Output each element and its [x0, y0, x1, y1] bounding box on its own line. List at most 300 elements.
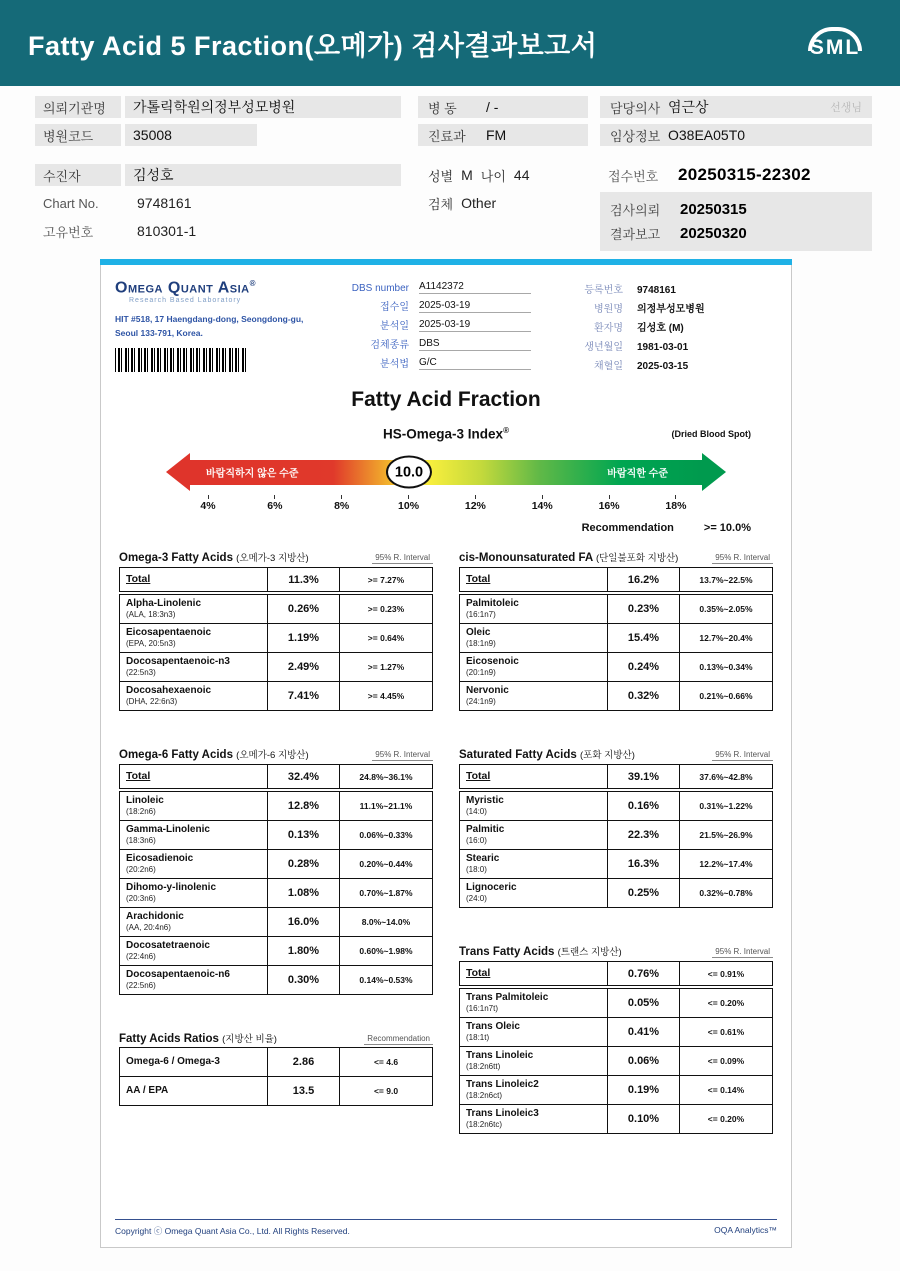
lab-field-row — [337, 298, 531, 313]
result-value-cell: 2.86 — [268, 1048, 340, 1076]
field-label: 접수일 — [380, 302, 409, 313]
fatty-acid-name: Palmitic — [466, 824, 505, 836]
table-row — [119, 907, 433, 937]
reference-interval-cell: <= 4.6 — [373, 1057, 399, 1067]
table-row — [459, 764, 773, 789]
reference-interval-cell: 0.20%~0.44% — [359, 859, 413, 869]
reference-interval-cell: <= 9.0 — [373, 1086, 399, 1096]
fatty-acid-name: Trans Linoleic — [466, 1050, 534, 1062]
table-note: 95% R. Interval — [712, 947, 773, 958]
ward-row — [418, 96, 588, 118]
tick-label: 4% — [200, 500, 216, 512]
row-name-cell — [460, 1047, 608, 1075]
tick-label: 12% — [464, 500, 486, 512]
table-omega6 — [119, 747, 433, 995]
field-value: 9748161 — [637, 285, 676, 296]
omega3-index-gauge — [166, 452, 726, 512]
result-value-cell: 0.06% — [608, 1047, 680, 1075]
fatty-acid-name: Docosahexaenoic — [126, 685, 212, 697]
fatty-acid-code: (22:4n6) — [126, 952, 156, 962]
table-trans — [459, 944, 773, 1134]
row-name-cell — [460, 682, 608, 710]
result-value-cell: 15.4% — [608, 624, 680, 652]
table-row — [459, 594, 773, 624]
fatty-acid-code: (24:1n9) — [466, 697, 496, 707]
result-value-cell: 32.4% — [268, 765, 340, 788]
table-row — [119, 567, 433, 592]
row-name-cell — [120, 624, 268, 652]
fatty-acid-name: Arachidonic — [126, 911, 184, 923]
index-note: (Dried Blood Spot) — [671, 429, 751, 439]
page-title: Fatty Acid 5 Fraction(오메가) 검사결과보고서 — [28, 30, 598, 61]
gauge-axis — [200, 495, 687, 512]
table-note: 95% R. Interval — [372, 750, 433, 761]
reference-interval-cell: <= 0.91% — [707, 968, 745, 979]
row-name-cell — [120, 850, 268, 878]
reference-interval-cell: 0.31%~1.22% — [699, 801, 753, 811]
tick-label: 18% — [665, 500, 687, 512]
lab-field-row — [567, 357, 767, 372]
reference-interval-cell: >= 0.23% — [367, 604, 405, 614]
department-box — [418, 124, 588, 146]
fatty-acid-name: Total — [466, 770, 491, 783]
index-title-text: HS-Omega-3 Index — [383, 426, 504, 442]
report-date-value: 20250320 — [680, 224, 747, 242]
row-name-cell — [460, 792, 608, 820]
clinical-info-row — [600, 124, 872, 146]
patient-label: 수진자 — [35, 164, 121, 186]
field-value: A1142372 — [419, 281, 531, 294]
lab-field-row — [337, 355, 531, 370]
barcode — [115, 348, 247, 372]
field-value: 김성호 (M) — [637, 323, 684, 334]
doctor-row — [600, 96, 872, 118]
unique-no-row — [35, 220, 401, 242]
fatty-acid-code: (18:3n6) — [126, 836, 156, 846]
row-name-cell — [120, 908, 268, 936]
fatty-acid-name: Total — [466, 967, 491, 980]
lab-address — [115, 313, 337, 339]
tick-mark — [208, 495, 209, 499]
row-name-cell — [120, 568, 268, 591]
row-name-cell — [460, 653, 608, 681]
field-label: 검체종류 — [370, 340, 409, 351]
lab-logo-text — [115, 279, 337, 297]
result-value-cell: 1.08% — [268, 879, 340, 907]
reference-interval-cell: <= 0.20% — [707, 998, 745, 1008]
tick-mark — [341, 495, 342, 499]
org-label: 의뢰기관명 — [35, 96, 121, 118]
table-subtitle: (오메가-6 지방산) — [236, 750, 309, 761]
doctor-label: 담당의사 — [610, 100, 661, 116]
result-value-cell: 12.8% — [268, 792, 340, 820]
tick-mark — [542, 495, 543, 499]
row-name-cell — [460, 821, 608, 849]
row-name-cell — [120, 937, 268, 965]
report-title: Fatty Acid Fraction — [351, 388, 541, 411]
fatty-acid-name: Trans Oleic — [466, 1021, 520, 1033]
fatty-acid-code: (24:0) — [466, 894, 487, 904]
fatty-acid-name: Total — [466, 573, 491, 586]
reference-interval-cell: 24.8%~36.1% — [359, 771, 413, 782]
lab-field-row — [567, 281, 767, 296]
result-value-cell: 16.2% — [608, 568, 680, 591]
table-row — [119, 936, 433, 966]
receipt-no-value: 20250315-22302 — [678, 165, 811, 184]
table-row — [459, 878, 773, 908]
tables-right-column — [459, 550, 773, 1170]
table-header — [459, 550, 773, 564]
field-label: 환자명 — [594, 323, 623, 334]
reference-interval-cell: >= 7.27% — [367, 574, 405, 585]
result-value-cell: 13.5 — [268, 1077, 340, 1105]
table-row — [459, 961, 773, 986]
table-title: Saturated Fatty Acids (포화 지방산) — [459, 749, 635, 761]
result-value-cell: 0.30% — [268, 966, 340, 994]
reference-interval-cell: <= 0.20% — [707, 1114, 745, 1124]
table-body — [119, 764, 433, 995]
row-name-cell — [120, 1048, 268, 1076]
gauge-arrow — [166, 452, 726, 492]
field-value: 의정부성모병원 — [637, 304, 705, 315]
reference-interval-cell: 13.7%~22.5% — [699, 574, 753, 585]
table-row — [119, 878, 433, 908]
copyright-text: Copyright ⓒ Omega Quant Asia Co., Ltd. All Rights Reserved. — [115, 1226, 350, 1236]
chart-no-label: Chart No. — [43, 195, 99, 211]
lab-field-row — [337, 336, 531, 351]
table-ratios — [119, 1031, 433, 1106]
table-title: cis-Monounsaturated FA (단일불포화 지방산) — [459, 552, 679, 564]
reference-interval-cell: <= 0.09% — [707, 1056, 745, 1066]
doctor-box — [600, 96, 872, 118]
table-row — [459, 820, 773, 850]
result-value-cell: 0.26% — [268, 595, 340, 623]
result-value-cell: 39.1% — [608, 765, 680, 788]
table-row — [459, 567, 773, 592]
fatty-acid-code: (DHA, 22:6n3) — [126, 697, 178, 707]
field-value: G/C — [419, 357, 531, 370]
tables-left-column — [119, 550, 433, 1170]
result-value-cell: 0.32% — [608, 682, 680, 710]
field-label: 분석일 — [380, 321, 409, 332]
reference-interval-cell: 0.60%~1.98% — [359, 946, 413, 956]
chart-no-row — [35, 192, 401, 214]
fatty-acid-name: Omega-6 / Omega-3 — [126, 1056, 220, 1067]
table-subtitle: (트랜스 지방산) — [557, 947, 622, 958]
row-name-cell — [120, 821, 268, 849]
fatty-acid-code: (18:2n6tt) — [466, 1062, 501, 1072]
hospital-code-label: 병원코드 — [35, 124, 121, 146]
fatty-acid-code: (18:2n6tc) — [466, 1120, 503, 1130]
table-note: 95% R. Interval — [712, 750, 773, 761]
result-value-cell: 0.41% — [608, 1018, 680, 1046]
fatty-acid-code: (20:2n6) — [126, 865, 156, 875]
doctor-value: 염근상 — [668, 99, 709, 115]
clinical-info-value: O38EA05T0 — [668, 127, 746, 143]
fatty-acid-code: (16:1n7) — [466, 610, 496, 620]
field-label: 생년월일 — [584, 342, 623, 353]
table-subtitle: (단일불포화 지방산) — [595, 553, 679, 564]
table-title: Fatty Acids Ratios (지방산 비율) — [119, 1033, 277, 1045]
table-header — [459, 747, 773, 761]
info-column-left — [35, 96, 401, 248]
fatty-acid-name: Trans Linoleic3 — [466, 1108, 539, 1120]
reference-interval-cell: <= 0.61% — [707, 1027, 745, 1037]
table-row — [119, 681, 433, 711]
result-value-cell: 0.16% — [608, 792, 680, 820]
tick-label: 10% — [398, 500, 420, 512]
table-row — [459, 652, 773, 682]
arrow-right-tip-icon — [702, 453, 726, 491]
field-label: 등록번호 — [584, 285, 623, 296]
registered-mark: ® — [249, 279, 257, 288]
fatty-acid-name: Docosapentaenoic-n6 — [126, 969, 230, 981]
reference-interval-cell: 0.35%~2.05% — [699, 604, 753, 614]
tick-mark — [274, 495, 275, 499]
row-name-cell — [460, 989, 608, 1017]
table-body — [459, 567, 773, 711]
fatty-acid-name: Palmitoleic — [466, 598, 519, 610]
table-row — [459, 1104, 773, 1134]
fatty-acid-name: Lignoceric — [466, 882, 517, 894]
table-note: 95% R. Interval — [372, 553, 433, 564]
table-body — [459, 961, 773, 1134]
table-saturated — [459, 747, 773, 908]
fatty-acid-name: Linoleic — [126, 795, 164, 807]
lab-field-row — [567, 319, 767, 334]
table-header — [459, 944, 773, 958]
patient-value: 김성호 — [125, 164, 401, 186]
spacer — [35, 152, 401, 164]
row-name-cell — [460, 1018, 608, 1046]
table-row — [459, 1046, 773, 1076]
fatty-acid-name: Total — [126, 770, 151, 783]
table-body — [459, 764, 773, 908]
table-row — [459, 681, 773, 711]
table-monounsaturated — [459, 550, 773, 711]
sex-age-row — [418, 164, 588, 186]
receipt-no-label: 접수번호 — [608, 168, 659, 184]
table-subtitle: (오메가-3 지방산) — [236, 553, 309, 564]
receipt-no-row — [600, 164, 872, 186]
unique-no-label: 고유번호 — [43, 224, 94, 240]
lab-fields-center — [337, 279, 531, 376]
report-date-row — [610, 223, 862, 243]
table-row — [119, 1076, 433, 1106]
row-name-cell — [460, 765, 608, 788]
info-column-middle — [418, 96, 588, 220]
chart-no-value: 9748161 — [137, 195, 192, 211]
tick-label: 8% — [334, 500, 350, 512]
request-date-label: 검사의뢰 — [610, 202, 661, 218]
field-value: 2025-03-19 — [419, 319, 531, 332]
age-value: 44 — [513, 167, 530, 183]
row-name-cell — [460, 879, 608, 907]
table-row — [459, 849, 773, 879]
result-value-cell: 0.19% — [608, 1076, 680, 1104]
ward-label: 병 동 — [428, 100, 457, 116]
table-header — [119, 747, 433, 761]
specimen-label: 검체 — [428, 196, 454, 212]
row-name-cell — [120, 765, 268, 788]
tick-mark — [475, 495, 476, 499]
reference-interval-cell: 12.7%~20.4% — [699, 633, 753, 643]
lab-field-row — [337, 317, 531, 332]
field-value: 1981-03-01 — [637, 342, 689, 353]
fatty-acid-name: Oleic — [466, 627, 491, 639]
row-name-cell — [460, 850, 608, 878]
table-row — [119, 791, 433, 821]
fatty-acid-name: Myristic — [466, 795, 504, 807]
recommendation-value: >= 10.0% — [703, 522, 751, 534]
reference-interval-cell: 0.13%~0.34% — [699, 662, 753, 672]
table-body — [119, 1047, 433, 1106]
result-value-cell: 16.3% — [608, 850, 680, 878]
table-body — [119, 567, 433, 711]
hospital-code-value: 35008 — [125, 124, 257, 146]
table-row — [119, 764, 433, 789]
spacer — [600, 152, 872, 164]
reference-interval-cell: 0.14%~0.53% — [359, 975, 413, 985]
table-header — [119, 550, 433, 564]
fatty-acid-code: (20:3n6) — [126, 894, 156, 904]
row-name-cell — [120, 1077, 268, 1105]
fatty-acid-code: (AA, 20:4n6) — [126, 923, 171, 933]
row-name-cell — [120, 595, 268, 623]
lab-brand — [115, 279, 337, 376]
table-row — [459, 791, 773, 821]
department-value: FM — [486, 127, 507, 143]
result-value-cell: 1.19% — [268, 624, 340, 652]
lab-address-line2: Seoul 133-791, Korea. — [115, 327, 203, 338]
row-name-cell — [460, 1105, 608, 1133]
table-subtitle: (포화 지방산) — [580, 750, 635, 761]
tick-label: 16% — [598, 500, 620, 512]
report-footer — [115, 1219, 777, 1237]
fatty-acid-name: Total — [126, 573, 151, 586]
fatty-acid-name: Nervonic — [466, 685, 509, 697]
fatty-acid-code: (18:2n6) — [126, 807, 156, 817]
row-name-cell — [120, 879, 268, 907]
doctor-suffix: 선생님 — [830, 102, 862, 114]
reference-interval-cell: 11.1%~21.1% — [359, 801, 413, 811]
fatty-acid-name: Dihomo-y-linolenic — [126, 882, 216, 894]
fatty-acid-code: (20:1n9) — [466, 668, 496, 678]
table-row — [459, 1075, 773, 1105]
spacer — [418, 152, 588, 164]
result-value-cell: 16.0% — [268, 908, 340, 936]
fatty-acid-code: (16:0) — [466, 836, 487, 846]
registered-mark: ® — [503, 426, 509, 435]
table-row — [119, 820, 433, 850]
fatty-acid-code: (22:5n3) — [126, 668, 156, 678]
field-label: 병원명 — [594, 304, 623, 315]
lab-header — [115, 279, 777, 376]
table-row — [119, 1047, 433, 1077]
field-value: 2025-03-19 — [419, 300, 531, 313]
ward-box — [418, 96, 588, 118]
header-bar — [0, 0, 900, 86]
tick-mark — [675, 495, 676, 499]
fatty-acid-code: (18:2n6ct) — [466, 1091, 503, 1101]
tick-mark — [408, 495, 409, 499]
result-tables — [115, 550, 777, 1170]
result-value-cell: 2.49% — [268, 653, 340, 681]
department-label: 진료과 — [428, 128, 466, 144]
analytics-brand: OQA Analytics™ — [714, 1225, 777, 1235]
age-label: 나이 — [480, 168, 506, 184]
row-name-cell — [460, 962, 608, 985]
fatty-acid-name: Eicosadienoic — [126, 853, 194, 865]
sex-value: M — [461, 167, 473, 183]
reference-interval-cell: 0.06%~0.33% — [359, 830, 413, 840]
table-row — [119, 594, 433, 624]
fatty-acid-name: Docosapentaenoic-n3 — [126, 656, 230, 668]
lab-field-row — [567, 338, 767, 353]
fatty-acid-code: (EPA, 20:5n3) — [126, 639, 176, 649]
index-title-row — [115, 426, 777, 444]
fatty-acid-code: (14:0) — [466, 807, 487, 817]
reference-interval-cell: 0.70%~1.87% — [359, 888, 413, 898]
fatty-acid-name: Eicosapentaenoic — [126, 627, 212, 639]
clinical-info-label: 임상정보 — [610, 128, 661, 144]
ward-value: / - — [486, 99, 499, 115]
table-subtitle: (지방산 비율) — [222, 1034, 277, 1045]
hospital-code-row — [35, 124, 401, 146]
result-value-cell: 0.05% — [608, 989, 680, 1017]
row-name-cell — [460, 624, 608, 652]
result-value-cell: 7.41% — [268, 682, 340, 710]
lab-address-line1: HIT #518, 17 Haengdang-dong, Seongdong-gu, — [115, 314, 304, 325]
table-title: Omega-3 Fatty Acids (오메가-3 지방산) — [119, 552, 309, 564]
dates-panel — [600, 192, 872, 251]
recommendation-row — [115, 522, 751, 534]
reference-interval-cell: 8.0%~14.0% — [361, 917, 411, 927]
table-note: 95% R. Interval — [712, 553, 773, 564]
row-name-cell — [120, 653, 268, 681]
gauge-right-label: 바람직한 수준 — [607, 468, 668, 480]
table-omega3 — [119, 550, 433, 711]
fatty-acid-name: Docosatetraenoic — [126, 940, 210, 952]
gauge-left-label: 바람직하지 않은 수준 — [206, 468, 299, 480]
sml-logo — [808, 27, 862, 60]
reference-interval-cell: 0.32%~0.78% — [699, 888, 753, 898]
fatty-acid-name: Alpha-Linolenic — [126, 598, 201, 610]
field-value: 2025-03-15 — [637, 361, 689, 372]
org-value: 가톨릭학원의정부성모병원 — [125, 96, 401, 118]
sex-label: 성별 — [428, 168, 454, 184]
fatty-acid-code: (ALA, 18:3n3) — [126, 610, 176, 620]
fatty-acid-code: (18:1t) — [466, 1033, 490, 1043]
arrow-left-tip-icon — [166, 453, 190, 491]
fatty-acid-code: (22:5n6) — [126, 981, 156, 991]
reference-interval-cell: 0.21%~0.66% — [699, 691, 753, 701]
lab-logo-name: Omega Quant Asia — [115, 279, 250, 297]
result-value-cell: 22.3% — [608, 821, 680, 849]
fatty-acid-name: Stearic — [466, 853, 500, 865]
result-value-cell: 0.23% — [608, 595, 680, 623]
lab-logo-subtitle: Research Based Laboratory — [129, 297, 242, 305]
fatty-acid-code: (18:0) — [466, 865, 487, 875]
lab-report — [100, 265, 792, 1248]
result-value-cell: 1.80% — [268, 937, 340, 965]
fatty-acid-name: Trans Linoleic2 — [466, 1079, 539, 1091]
index-value-badge: 10.0 — [386, 456, 432, 489]
field-value: DBS — [419, 338, 531, 351]
table-row — [119, 965, 433, 995]
request-date-row — [610, 199, 862, 219]
fatty-acid-name: Gamma-Linolenic — [126, 824, 210, 836]
